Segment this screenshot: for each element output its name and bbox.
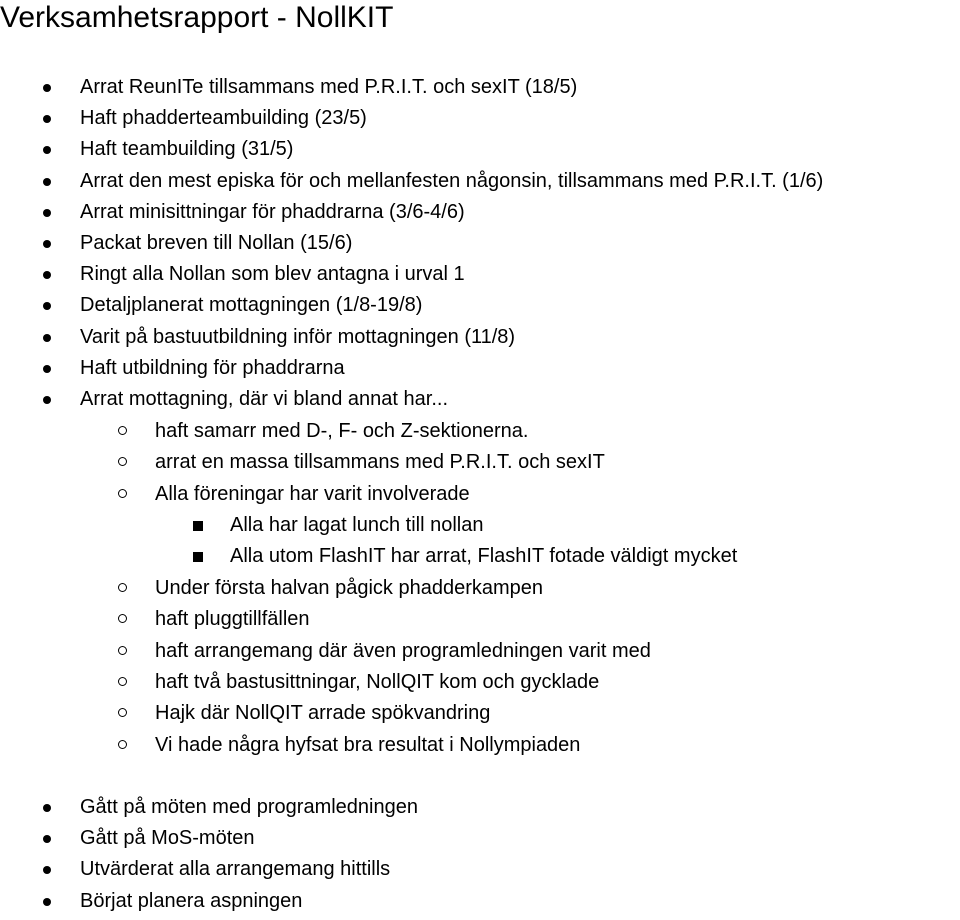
- list-item-text: Utvärderat alla arrangemang hittills: [80, 858, 391, 880]
- disc-bullet-icon: [43, 84, 51, 92]
- list-item-text: Börjat planera aspningen: [80, 890, 303, 912]
- disc-bullet-icon: [43, 396, 51, 404]
- list-item-text: Arrat ReunITe tillsammans med P.R.I.T. och sexIT (18/5): [80, 76, 578, 98]
- document-title: Verksamhetsrapport - NollKIT: [0, 1, 394, 34]
- circle-bullet-icon: [118, 740, 127, 749]
- disc-bullet-icon: [43, 365, 51, 373]
- disc-bullet-icon: [43, 209, 51, 217]
- disc-bullet-icon: [43, 898, 51, 906]
- list-item-text: haft samarr med D-, F- och Z-sektionerna.: [155, 420, 529, 442]
- circle-bullet-icon: [118, 426, 127, 435]
- list-item-text: Detaljplanerat mottagningen (1/8-19/8): [80, 294, 423, 316]
- list-item-text: Alla utom FlashIT har arrat, FlashIT fotade väldigt mycket: [230, 545, 738, 567]
- disc-bullet-icon: [43, 804, 51, 812]
- list-item-text: Packat breven till Nollan (15/6): [80, 232, 353, 254]
- circle-bullet-icon: [118, 677, 127, 686]
- disc-bullet-icon: [43, 178, 51, 186]
- list-item-text: Alla har lagat lunch till nollan: [230, 514, 484, 536]
- disc-bullet-icon: [43, 115, 51, 123]
- list-item-text: Gått på MoS-möten: [80, 827, 255, 849]
- disc-bullet-icon: [43, 866, 51, 874]
- list-item-text: haft arrangemang där även programledningen varit med: [155, 640, 651, 662]
- list-item-text: Under första halvan pågick phadderkampen: [155, 577, 544, 599]
- list-item-text: Arrat mottagning, där vi bland annat har...: [80, 388, 448, 410]
- list-item-text: Alla föreningar har varit involverade: [155, 483, 470, 505]
- square-bullet-icon: [193, 552, 203, 562]
- disc-bullet-icon: [43, 334, 51, 342]
- list-item-text: Varit på bastuutbildning inför mottagningen (11/8): [80, 326, 516, 348]
- disc-bullet-icon: [43, 146, 51, 154]
- circle-bullet-icon: [118, 614, 127, 623]
- list-item-text: Gått på möten med programledningen: [80, 796, 418, 818]
- list-item-text: haft två bastusittningar, NollQIT kom och gycklade: [155, 671, 600, 693]
- list-item-text: Haft phadderteambuilding (23/5): [80, 107, 367, 129]
- list-item-text: haft pluggtillfällen: [155, 608, 310, 630]
- circle-bullet-icon: [118, 708, 127, 717]
- circle-bullet-icon: [118, 646, 127, 655]
- circle-bullet-icon: [118, 457, 127, 466]
- list-item-text: Arrat minisittningar för phaddrarna (3/6-4/6): [80, 201, 465, 223]
- circle-bullet-icon: [118, 489, 127, 498]
- disc-bullet-icon: [43, 835, 51, 843]
- list-item-text: arrat en massa tillsammans med P.R.I.T. och sexIT: [155, 451, 605, 473]
- list-item-text: Ringt alla Nollan som blev antagna i urval 1: [80, 263, 465, 285]
- disc-bullet-icon: [43, 271, 51, 279]
- list-item-text: Haft teambuilding (31/5): [80, 138, 294, 160]
- square-bullet-icon: [193, 521, 203, 531]
- list-item-text: Hajk där NollQIT arrade spökvandring: [155, 702, 491, 724]
- disc-bullet-icon: [43, 302, 51, 310]
- circle-bullet-icon: [118, 583, 127, 592]
- list-item-text: Vi hade några hyfsat bra resultat i Nollympiaden: [155, 734, 581, 756]
- list-item-text: Arrat den mest episka för och mellanfesten någonsin, tillsammans med P.R.I.T. (1/6): [80, 170, 824, 192]
- disc-bullet-icon: [43, 240, 51, 248]
- list-item-text: Haft utbildning för phaddrarna: [80, 357, 345, 379]
